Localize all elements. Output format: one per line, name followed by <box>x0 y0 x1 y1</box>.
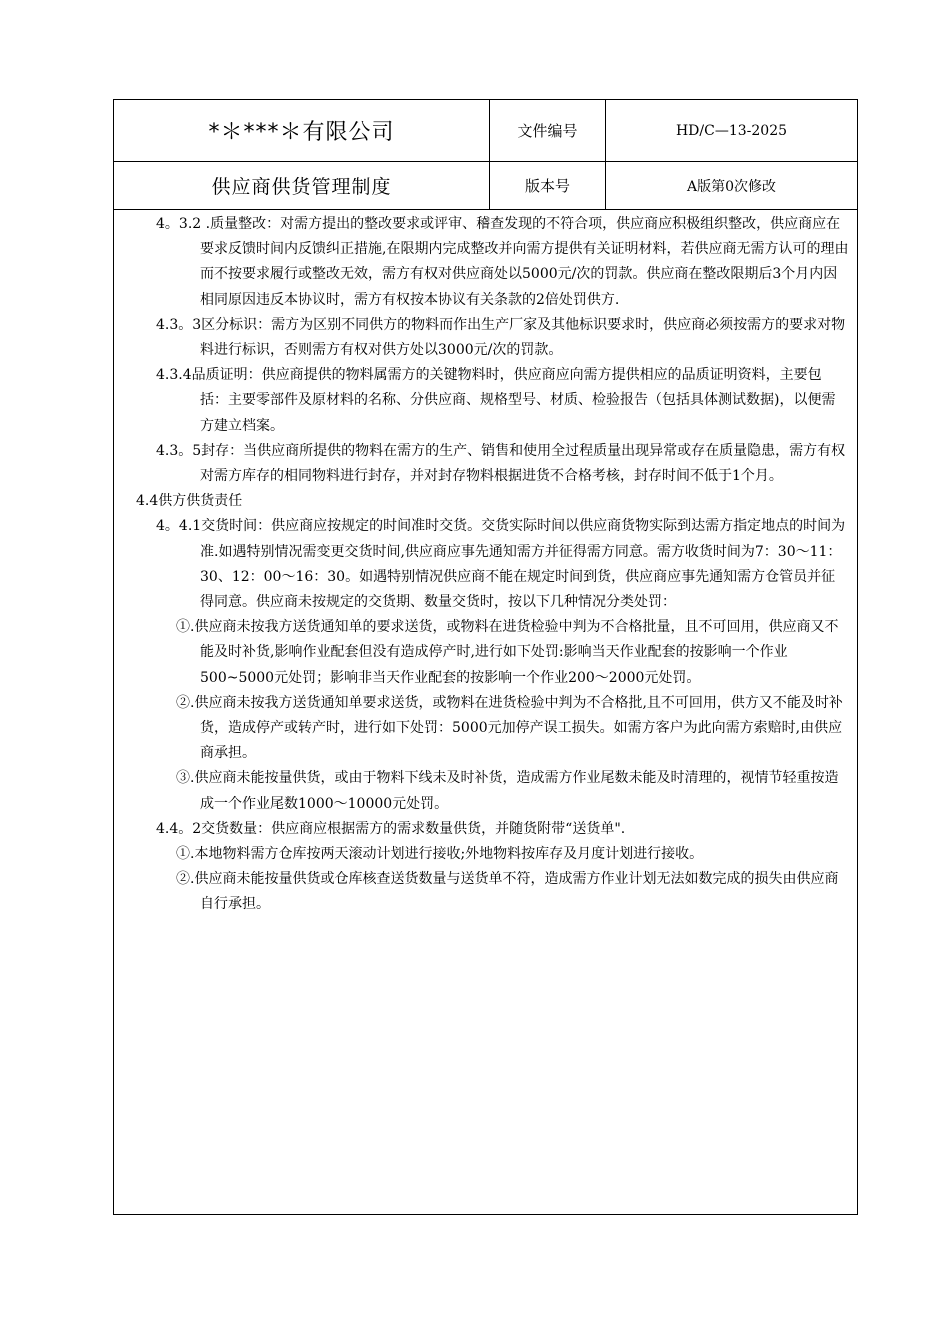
file-no-label: 文件编号 <box>517 122 578 140</box>
clause-4-4-2-item-2: ②.供应商未能按量供货或仓库核查送货数量与送货单不符，造成需方作业计划无法如数完成的损失由供应商自行承担。 <box>176 871 839 913</box>
version-value-cell <box>606 162 857 209</box>
clause-4-3-3: 4.3。3区分标识：需方为区别不同供方的物料而作出生产厂家及其他标识要求时，供应商必须按需方的要求对物料进行标识，否则需方有权对供方处以3000元/次的罚款。 <box>156 316 846 359</box>
file-no-value: HD/C—13-2025 <box>675 122 788 139</box>
clause-4-4-1-item-3: ③.供应商未能按量供货，或由于物料下线未及时补货，造成需方作业尾数未能及时清理的，视情节轻重按造成一个作业尾数1000～10000元处罚。 <box>176 770 839 812</box>
section-heading-4-4: 4.4供方供货责任 <box>136 493 243 510</box>
company-cell <box>114 100 490 161</box>
clause-4-3-4: 4.3.4品质证明：供应商提供的物料属需方的关键物料时，供应商应向需方提供相应的品质证明资料，主要包括：主要零部件及原材料的名称、分供应商、规格型号、材质、检验报告（包括具体测试数据)，以便需方建立档案。 <box>156 367 836 434</box>
doc-title-cell <box>114 162 490 209</box>
version-label: 版本号 <box>524 177 570 195</box>
doc-title: 供应商供货管理制度 <box>211 176 392 198</box>
clause-4-4-2: 4.4。2交货数量：供应商应根据需方的需求数量供货，并随货附带“送货单". <box>156 820 626 837</box>
header-row-2 <box>114 162 857 210</box>
clause-4-3-2: 4。3.2 .质量整改：对需方提出的整改要求或评审、稽查发现的不符合项，供应商应积极组织整改，供应商应在要求反馈时间内反馈纠正措施,在限期内完成整改并向需方提供有关证明材料，若供应商无需方认可的理由而不按要求履行或整改无效，需方有权对供应商处以5000元/次的罚款。供应商在整改限期后3个月内因相同原因违反本协议时，需方有权按本协议有关条款的2倍处罚供方. <box>156 216 849 308</box>
document-frame <box>113 99 858 1215</box>
version-label-cell <box>490 162 606 209</box>
clause-4-4-1: 4。4.1交货时间：供应商应按规定的时间准时交货。交货实际时间以供应商货物实际到达需方指定地点的时间为准.如遇特别情况需变更交货时间,供应商应事先通知需方并征得需方同意。需方收货时间为7：30～11：30、12：00～16：30。如遇特别情况供应商不能在规定时间到货，供应商应事先通知需方仓管员并征得同意。供应商未按规定的交货期、数量交货时，按以下几种情况分类处罚： <box>156 518 846 611</box>
clause-4-4-1-item-2: ②.供应商未按我方送货通知单要求送货，或物料在进货检验中判为不合格批,且不可回用，供方又不能及时补货，造成停产或转产时，进行如下处罚：5000元加停产误工损失。如需方客户为此向需方索赔时,由供应商承担。 <box>176 694 843 762</box>
file-no-label-cell <box>490 100 606 161</box>
document-body <box>114 212 857 918</box>
clause-4-4-1-item-1: ①.供应商未按我方送货通知单的要求送货，或物料在进货检验中判为不合格批量，且不可回用，供应商又不能及时补货,影响作业配套但没有造成停产时,进行如下处罚:影响当天作业配套的按影响一个作业500~5000元处罚；影响非当天作业配套的按影响一个作业200～2000元处罚。 <box>176 619 839 686</box>
header-row-1 <box>114 100 857 162</box>
company-name: *＊***＊有限公司 <box>208 120 395 145</box>
version-value: A版第0次修改 <box>686 178 777 195</box>
clause-4-4-2-item-1: ①.本地物料需方仓库按两天滚动计划进行接收;外地物料按库存及月度计划进行接收。 <box>176 846 704 863</box>
file-no-value-cell <box>606 100 857 161</box>
clause-4-3-5: 4.3。5封存：当供应商所提供的物料在需方的生产、销售和使用全过程质量出现异常或存在质量隐患，需方有权对需方库存的相同物料进行封存，并对封存物料根据进货不合格考核，封存时间不低于1个月。 <box>156 442 846 485</box>
